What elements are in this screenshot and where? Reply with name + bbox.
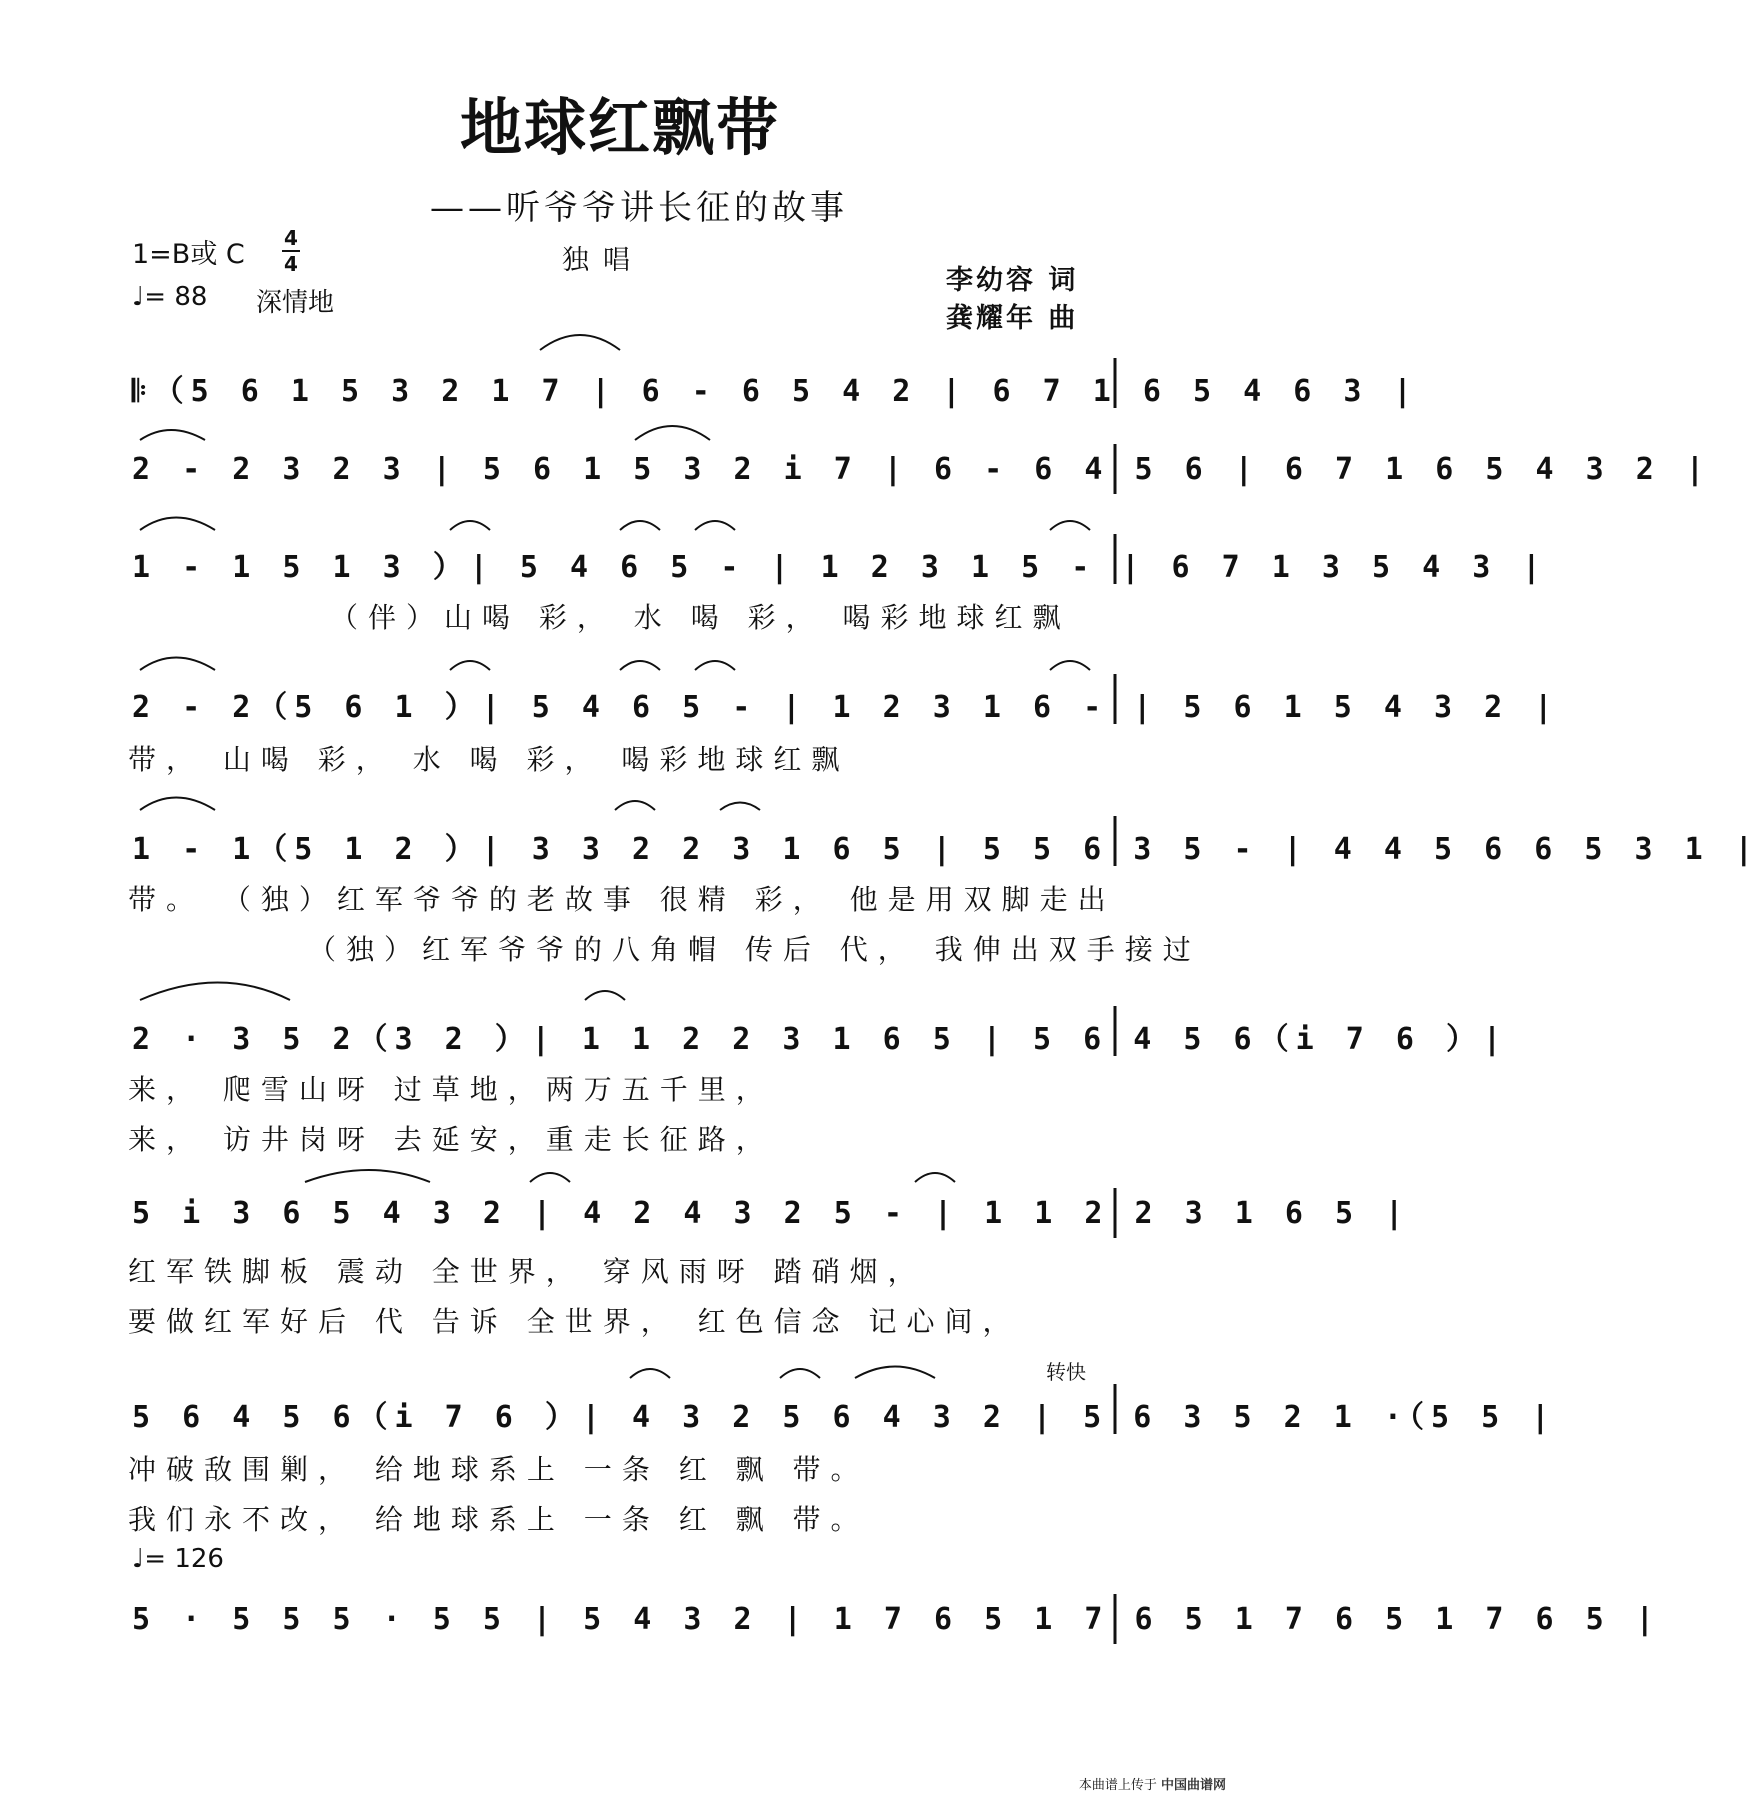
tempo-change-marking: 转快 [1046, 1360, 1086, 1384]
system-6-lyrics-1: 来， 爬雪山呀 过草地，两万五千里， [128, 1073, 774, 1106]
system-5-notes: 1 - 1（5 1 2 ）| 3 3 2 2 3 1 6 5 | 5 5 6 3 5 - | 4 4 5 6 6 5 3 1 | [132, 832, 1760, 867]
system-7-notes: 5 i 3 6 5 4 3 2 | 4 2 4 3 2 5 - | 1 1 2 2 3 1 6 5 | [132, 1196, 1411, 1231]
slur [630, 1369, 670, 1378]
slur [585, 991, 625, 1000]
slur [855, 1367, 935, 1379]
slur [450, 661, 490, 670]
slur [915, 1173, 955, 1182]
system-2-notes: 2 - 2 3 2 3 | 5 6 1 5 3 2 i 7 | 6 - 6 4 5 6 | 6 7 1 6 5 4 3 2 | [132, 452, 1711, 487]
slur [140, 798, 215, 811]
footer-brand: 中国曲谱网 [1160, 1778, 1226, 1793]
system-1-notes: 𝄆（5 6 1 5 3 2 1 7 | 6 - 6 5 4 2 | 6 7 1 6 5 4 6 3 | [132, 374, 1419, 409]
tempo-marking: ♩= 88 [132, 282, 208, 312]
slur [540, 335, 620, 350]
system-7-lyrics-1: 红军铁脚板 震动 全世界， 穿风雨呀 踏硝烟， [128, 1255, 926, 1288]
song-title: 地球红飘带 [459, 91, 780, 164]
slur [1050, 521, 1090, 530]
system-8-notes: 5 6 4 5 6（i 7 6 ）| 4 3 2 5 6 4 3 2 | 5 6 3 5 2 1 ·（5 5 | [132, 1400, 1557, 1435]
key-signature: 1=B或 C [132, 239, 245, 270]
system-5-lyrics-2: （独）红军爷爷的八角帽 传后 代， 我伸出双手接过 [308, 933, 1201, 966]
slur [780, 1369, 820, 1378]
footer [1079, 1774, 1226, 1793]
system-6-notes: 2 · 3 5 2（3 2 ）| 1 1 2 2 3 1 6 5 | 5 6 4 5 6（i 7 6 ）| [132, 1022, 1509, 1057]
slur [635, 426, 710, 440]
system-8-lyrics-1: 冲破敌围剿， 给地球系上 一条 红 飘 带。 [128, 1453, 869, 1486]
system-9-tempo: ♩= 126 [132, 1544, 224, 1574]
slur [615, 801, 655, 810]
meter-top: 4 [284, 226, 298, 250]
meter-bottom: 4 [284, 252, 298, 276]
footer-text: 本曲谱上传于 [1078, 1778, 1157, 1793]
system-7-lyrics-2: 要做红军好后 代 告诉 全世界， 红色信念 记心间， [128, 1305, 1021, 1338]
slur [305, 1170, 430, 1182]
slur [140, 518, 215, 531]
system-8-lyrics-2: 我们永不改， 给地球系上 一条 红 飘 带。 [128, 1503, 869, 1536]
slur [620, 661, 660, 670]
slur [695, 661, 735, 670]
system-4-notes: 2 - 2（5 6 1 ）| 5 4 6 5 - | 1 2 3 1 6 - | 5 6 1 5 4 3 2 | [132, 690, 1560, 725]
slur [140, 983, 290, 1001]
slur [450, 521, 490, 530]
voice-type: 独唱 [562, 245, 644, 276]
mood-marking: 深情地 [256, 288, 335, 318]
system-4-lyrics-1: 带， 山喝 彩， 水 喝 彩， 喝彩地球红飘 [128, 743, 850, 776]
slur [620, 521, 660, 530]
slur [140, 430, 205, 440]
slur [530, 1173, 570, 1182]
system-6-lyrics-2: 来， 访井岗呀 去延安，重走长征路， [128, 1123, 774, 1156]
song-subtitle: ——听爷爷讲长征的故事 [430, 188, 848, 228]
system-3-lyrics-1: （伴）山喝 彩， 水 喝 彩， 喝彩地球红飘 [330, 601, 1071, 634]
system-3-notes: 1 - 1 5 1 3 ）| 5 4 6 5 - | 1 2 3 1 5 - | 6 7 1 3 5 4 3 | [132, 550, 1548, 585]
slur [695, 521, 735, 530]
slur [720, 803, 760, 811]
slur [1050, 661, 1090, 670]
composer-credit: 龚耀年 曲 [946, 303, 1079, 334]
slur [140, 658, 215, 671]
system-9-notes: 5 · 5 5 5 · 5 5 | 5 4 3 2 | 1 7 6 5 1 7 6 5 1 7 6 5 1 7 6 5 | [132, 1602, 1661, 1637]
lyricist-credit: 李幼容 词 [946, 265, 1079, 296]
system-5-lyrics-1: 带。 （独）红军爷爷的老故事 很精 彩， 他是用双脚走出 [128, 883, 1116, 916]
